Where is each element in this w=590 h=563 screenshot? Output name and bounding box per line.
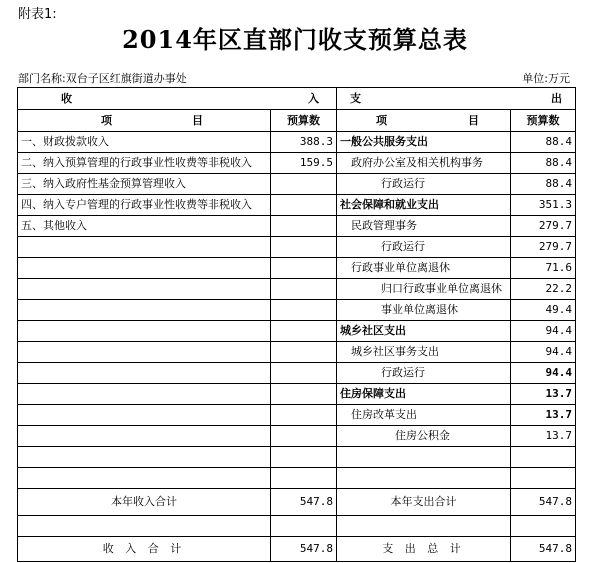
expense-item: 城乡社区支出 — [337, 321, 511, 342]
expense-item: 社会保障和就业支出 — [337, 195, 511, 216]
income-item: 四、纳入专户管理的行政事业性收费等非税收入 — [18, 195, 271, 216]
income-header-right: 入 — [308, 91, 319, 105]
grand-expense-value: 547.8 — [511, 537, 576, 562]
income-item — [18, 258, 271, 279]
income-header-left: 收 — [61, 91, 72, 105]
expense-value: 88.4 — [511, 132, 576, 153]
table-row — [18, 174, 576, 195]
income-value — [271, 384, 337, 405]
expense-value — [511, 447, 576, 468]
income-item — [18, 405, 271, 426]
income-item-right: 目 — [192, 113, 203, 127]
income-item — [18, 363, 271, 384]
blank-row — [18, 516, 576, 537]
income-item — [18, 279, 271, 300]
expense-item: 行政运行 — [337, 174, 511, 195]
expense-item: 政府办公室及相关机构事务 — [337, 153, 511, 174]
income-item — [18, 447, 271, 468]
income-value: 388.3 — [271, 132, 337, 153]
expense-value: 279.7 — [511, 237, 576, 258]
income-value — [271, 258, 337, 279]
expense-value: 13.7 — [511, 405, 576, 426]
expense-value: 88.4 — [511, 174, 576, 195]
table-row — [18, 195, 576, 216]
expense-item: 事业单位离退休 — [337, 300, 511, 321]
unit-label: 单位:万元 — [522, 72, 570, 85]
expense-item: 归口行政事业单位离退休 — [337, 279, 511, 300]
expense-item-left: 项 — [376, 113, 387, 127]
table-row — [18, 279, 576, 300]
expense-item — [337, 447, 511, 468]
income-value — [271, 321, 337, 342]
annual-total-row — [18, 489, 576, 516]
table-row — [18, 447, 576, 468]
income-item — [18, 384, 271, 405]
expense-item: 行政运行 — [337, 237, 511, 258]
expense-item-right: 目 — [468, 113, 479, 127]
expense-header-left: 支 — [350, 91, 361, 105]
income-item — [18, 300, 271, 321]
table-row — [18, 258, 576, 279]
table-row — [18, 342, 576, 363]
expense-item: 行政运行 — [337, 363, 511, 384]
expense-value: 94.4 — [511, 363, 576, 384]
income-value — [271, 216, 337, 237]
grand-total-row — [18, 537, 576, 562]
expense-item: 住房公积金 — [337, 426, 511, 447]
budget-table — [17, 87, 576, 562]
expense-value: 71.6 — [511, 258, 576, 279]
annual-income-total-value: 547.8 — [271, 489, 337, 516]
annex-label: 附表1: — [18, 7, 57, 22]
income-item-header — [18, 110, 271, 132]
income-value — [271, 342, 337, 363]
income-item — [18, 237, 271, 258]
expense-item-header — [337, 110, 511, 132]
income-value — [271, 195, 337, 216]
expense-item: 民政管理事务 — [337, 216, 511, 237]
page-title: 2014年区直部门收支预算总表 — [122, 25, 468, 54]
expense-value: 22.2 — [511, 279, 576, 300]
table-row — [18, 216, 576, 237]
income-item: 二、纳入预算管理的行政事业性收费等非税收入 — [18, 153, 271, 174]
expense-value: 13.7 — [511, 426, 576, 447]
expense-header — [337, 88, 576, 110]
expense-item: 住房改革支出 — [337, 405, 511, 426]
income-value — [271, 300, 337, 321]
annual-expense-total-label: 本年支出合计 — [337, 489, 511, 516]
table-row — [18, 321, 576, 342]
expense-value — [511, 468, 576, 489]
expense-item: 住房保障支出 — [337, 384, 511, 405]
table-row — [18, 426, 576, 447]
income-budget-header: 预算数 — [271, 110, 337, 132]
expense-item — [337, 468, 511, 489]
income-item: 一、财政拨款收入 — [18, 132, 271, 153]
income-value: 159.5 — [271, 153, 337, 174]
income-value — [271, 468, 337, 489]
income-item-left: 项 — [101, 113, 112, 127]
expense-value: 13.7 — [511, 384, 576, 405]
expense-item: 一般公共服务支出 — [337, 132, 511, 153]
table-row — [18, 363, 576, 384]
income-item — [18, 342, 271, 363]
table-row — [18, 132, 576, 153]
income-value — [271, 279, 337, 300]
table-row — [18, 237, 576, 258]
income-header — [18, 88, 337, 110]
expense-budget-header: 预算数 — [511, 110, 576, 132]
department-name: 部门名称:双台子区红旗街道办事处 — [18, 72, 187, 85]
grand-income-label: 收 入 合 计 — [18, 537, 271, 562]
income-item: 三、纳入政府性基金预算管理收入 — [18, 174, 271, 195]
expense-value: 279.7 — [511, 216, 576, 237]
table-row — [18, 153, 576, 174]
expense-value: 88.4 — [511, 153, 576, 174]
table-subheader-row — [18, 110, 576, 132]
table-row — [18, 300, 576, 321]
table-row — [18, 468, 576, 489]
annual-income-total-label: 本年收入合计 — [18, 489, 271, 516]
income-item — [18, 468, 271, 489]
table-header-row — [18, 88, 576, 110]
expense-value: 351.3 — [511, 195, 576, 216]
income-value — [271, 447, 337, 468]
expense-item: 行政事业单位离退休 — [337, 258, 511, 279]
income-item — [18, 321, 271, 342]
income-item: 五、其他收入 — [18, 216, 271, 237]
income-item — [18, 426, 271, 447]
expense-value: 49.4 — [511, 300, 576, 321]
grand-expense-label: 支 出 总 计 — [337, 537, 511, 562]
income-value — [271, 405, 337, 426]
grand-income-value: 547.8 — [271, 537, 337, 562]
expense-value: 94.4 — [511, 321, 576, 342]
expense-header-right: 出 — [551, 91, 562, 105]
table-row — [18, 384, 576, 405]
annual-expense-total-value: 547.8 — [511, 489, 576, 516]
expense-value: 94.4 — [511, 342, 576, 363]
income-value — [271, 237, 337, 258]
income-value — [271, 426, 337, 447]
expense-item: 城乡社区事务支出 — [337, 342, 511, 363]
income-value — [271, 174, 337, 195]
table-row — [18, 405, 576, 426]
income-value — [271, 363, 337, 384]
